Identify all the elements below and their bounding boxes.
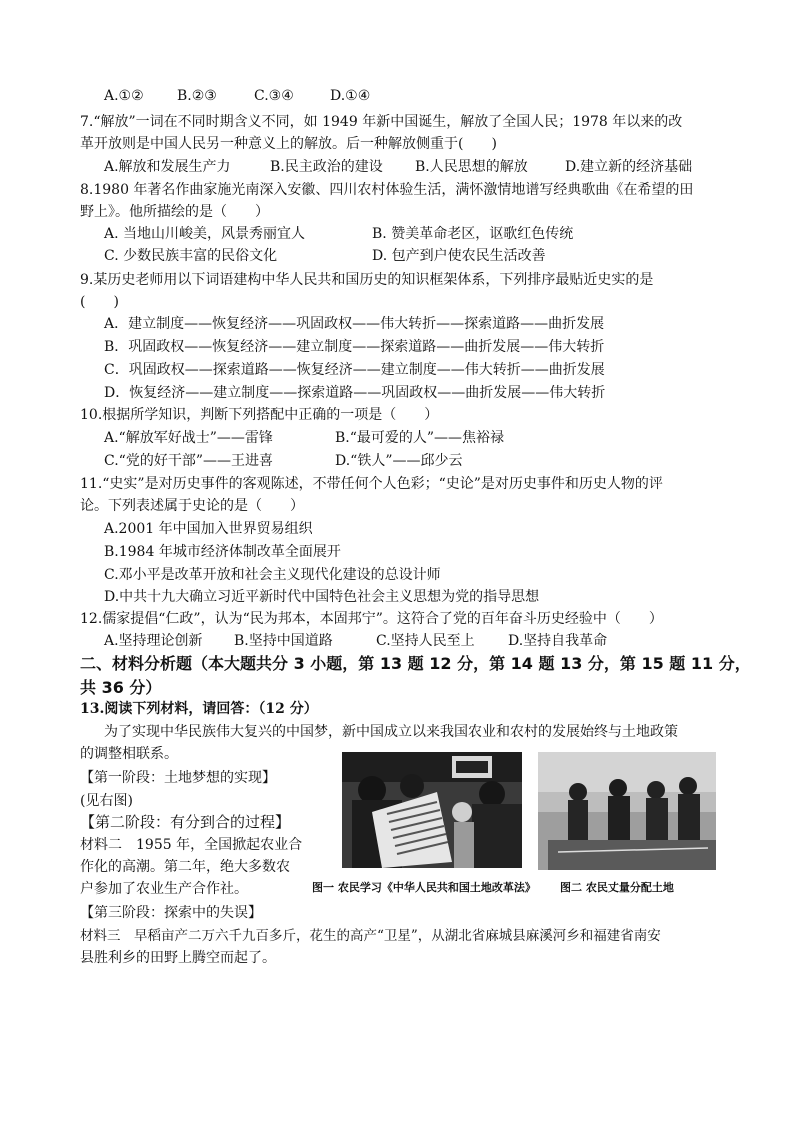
- q10-option-c: C.“党的好干部”——王进喜: [104, 453, 273, 469]
- q8-option-c: C. 少数民族丰富的民俗文化: [104, 248, 278, 264]
- q6-option-b: B.②③: [177, 88, 217, 104]
- section-2-heading-line1: 二、材料分析题（本大题共分 3 小题，第 13 题 12 分，第 14 题 13 分，第 15 题 11 分，: [80, 654, 751, 673]
- q13-title: 13.阅读下列材料，请回答：（12 分）: [80, 701, 318, 717]
- q7-option-a: A.解放和发展生产力: [104, 159, 231, 175]
- q8-stem-line1: 8.1980 年著名作曲家施光南深入安徽、四川农村体验生活，满怀激情地谱写经典歌曲《在希望的田: [80, 182, 694, 198]
- q11-option-b: B.1984 年城市经济体制改革全面展开: [104, 544, 341, 560]
- q10-option-a: A.“解放军好战士”——雷锋: [104, 430, 273, 446]
- q13-intro-line1: 为了实现中华民族伟大复兴的中国梦，新中国成立以来我国农业和农村的发展始终与土地政策: [104, 724, 678, 740]
- q11-stem-line1: 11.“史实”是对历史事件的客观陈述，不带任何个人色彩；“史论”是对历史事件和历史人物的评: [80, 476, 663, 492]
- q13-stage3-heading: 【第三阶段：探索中的失误】: [80, 905, 262, 921]
- photo-farmers-studying-land-law: [342, 752, 522, 868]
- q13-material3-line2: 县胜利乡的田野上腾空而起了。: [80, 950, 276, 966]
- q13-material2-line3: 户参加了农业生产合作社。: [80, 881, 248, 897]
- q7-option-c: B.人民思想的解放: [415, 159, 528, 175]
- q9-option-d: D．恢复经济——建立制度——探索道路——巩固政权——曲折发展——伟大转折: [104, 385, 606, 401]
- q6-option-d: D.①④: [330, 88, 371, 104]
- q9-stem-line1: 9.某历史老师用以下词语建构中华人民共和国历史的知识框架体系，下列排序最贴近史实的是: [80, 272, 654, 288]
- q9-option-c: C．巩固政权——探索道路——恢复经济——建立制度——伟大转折——曲折发展: [104, 362, 605, 378]
- section-2-heading-line2: 共 36 分）: [80, 678, 162, 697]
- q10-stem: 10.根据所学知识，判断下列搭配中正确的一项是（ ）: [80, 407, 439, 423]
- q13-material2-line1: 材料二 1955 年，全国掀起农业合: [80, 837, 303, 853]
- q8-stem-line2: 野上》。他所描绘的是（ ）: [80, 204, 269, 220]
- q6-option-c: C.③④: [254, 88, 294, 104]
- q13-stage1-heading: 【第一阶段：土地梦想的实现】: [80, 770, 276, 786]
- q9-stem-line2: ( ): [80, 294, 119, 310]
- q13-stage1-note: (见右图): [80, 793, 133, 809]
- q7-stem-line1: 7.“解放”一词在不同时期含义不同，如 1949 年新中国诞生，解放了全国人民；1978 年以来的改: [80, 114, 683, 130]
- q8-option-d: D. 包产到户使农民生活改善: [372, 248, 546, 264]
- q12-option-d: D.坚持自我革命: [508, 633, 608, 649]
- q9-option-a: A．建立制度——恢复经济——巩固政权——伟大转折——探索道路——曲折发展: [104, 316, 605, 332]
- q12-option-a: A.坚持理论创新: [104, 633, 203, 649]
- photo1-caption: 图一 农民学习《中华人民共和国土地改革法》: [312, 881, 536, 894]
- q11-option-c: C.邓小平是改革开放和社会主义现代化建设的总设计师: [104, 567, 441, 583]
- photo-farmers-measuring-land: [538, 752, 716, 870]
- q12-option-b: B.坚持中国道路: [234, 633, 333, 649]
- q8-option-a: A. 当地山川峻美，风景秀丽宜人: [104, 226, 306, 242]
- q13-stage2-heading: 【第二阶段：有分到合的过程】: [80, 813, 291, 831]
- photo2-caption: 图二 农民丈量分配土地: [560, 881, 674, 894]
- q8-option-b: B. 赞美革命老区，讴歌红色传统: [372, 226, 574, 242]
- q10-option-b: B.“最可爱的人”——焦裕禄: [335, 430, 505, 446]
- q12-stem: 12.儒家提倡“仁政”，认为“民为邦本，本固邦宁”。这符合了党的百年奋斗历史经验中（ ）: [80, 611, 663, 627]
- q7-stem-line2: 革开放则是中国人民另一种意义上的解放。后一种解放侧重于( ): [80, 136, 497, 152]
- q7-option-d: D.建立新的经济基础: [565, 159, 693, 175]
- q10-option-d: D.“铁人”——邱少云: [335, 453, 463, 469]
- q13-intro-line2: 的调整相联系。: [80, 746, 178, 762]
- q7-option-b: B.民主政治的建设: [270, 159, 383, 175]
- q12-option-c: C.坚持人民至上: [376, 633, 475, 649]
- q13-material3-line1: 材料三 早稻亩产二万六千九百多斤，花生的高产“卫星”，从湖北省麻城县麻溪河乡和福建省南安: [80, 928, 661, 944]
- q6-option-a: A.①②: [104, 88, 144, 104]
- q11-stem-line2: 论。下列表述属于史论的是（ ）: [80, 498, 304, 514]
- q9-option-b: B．巩固政权——恢复经济——建立制度——探索道路——曲折发展——伟大转折: [104, 339, 605, 355]
- q11-option-a: A.2001 年中国加入世界贸易组织: [104, 521, 313, 537]
- q13-material2-line2: 作化的高潮。第二年，绝大多数农: [80, 859, 290, 875]
- q11-option-d: D.中共十九大确立习近平新时代中国特色社会主义思想为党的指导思想: [104, 589, 540, 605]
